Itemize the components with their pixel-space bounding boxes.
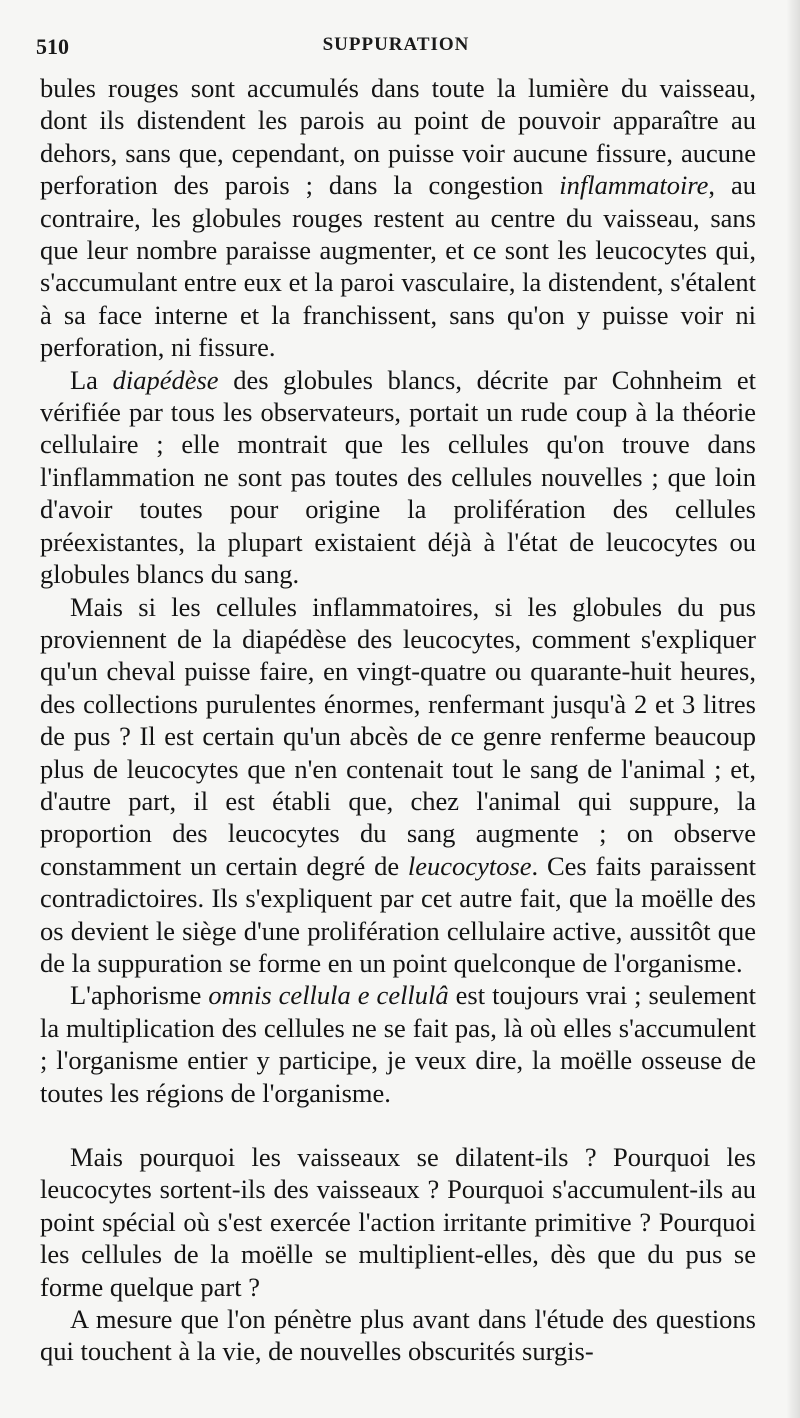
emphasis-omnis-cellula: omnis cellula e cellulâ xyxy=(208,980,449,1011)
page-edge-shadow xyxy=(786,0,800,1418)
paragraph-continuation xyxy=(40,72,756,364)
paragraph-obscurites xyxy=(40,1303,756,1368)
paragraph-leucocytose xyxy=(40,591,756,980)
running-head xyxy=(36,30,756,64)
emphasis-inflammatoire: inflammatoire xyxy=(559,170,709,201)
paragraph-text: . Ces faits paraissent contradictoires. Ils s'expliquent par cet autre fait, que la moëlle des os devient le siège d'une prolifération cellulaire active, aussitôt que de la suppuration se forme en un point quelconque de l'organisme. xyxy=(40,850,756,978)
page-number: 510 xyxy=(36,34,69,59)
paragraph-diapedese xyxy=(40,364,756,591)
paragraph-text: L'aphorisme xyxy=(70,980,209,1011)
paragraph-text: des globules blancs, décrite par Cohnheim et vérifiée par tous les observateurs, portait un rude coup à la théorie cellulaire ; elle montrait que les cellules qu'on trouve dans l'inflammation ne sont pas toutes des cellules nouvelles ; que loin d'avoir toutes pour origine la prolifération des cellules préexistantes, la plupart existaient déjà à l'état de leucocytes ou globules blancs du sang. xyxy=(40,364,756,590)
paragraph-text: est toujours vrai ; seulement la multiplication des cellules ne se fait pas, là où elles s'accumulent ; l'organisme entier y participe, je veux dire, la moëlle osseuse de toutes les régions de l'organisme. xyxy=(40,980,756,1108)
body-text xyxy=(40,72,756,1368)
paragraph-text: Mais pourquoi les vaisseaux se dilatent-ils ? Pourquoi les leucocytes sortent-ils des vaisseaux ? Pourquoi s'accumulent-ils au point spécial où s'est exercée l'action irritante primitive ? Pourquoi les cellules de la moëlle se multiplient-elles, dès que du pus se forme quelque part ? xyxy=(40,1142,756,1302)
paragraph-aphorisme xyxy=(40,979,756,1109)
running-head-title: SUPPURATION xyxy=(322,34,470,55)
paragraph-text: La xyxy=(70,364,113,395)
paragraph-text: A mesure que l'on pénètre plus avant dans l'étude des questions qui touchent à la vie, de nouvelles obscurités surgis- xyxy=(40,1304,756,1367)
paragraph-text: bules rouges sont accumulés dans toute la lumière du vaisseau, dont ils distendent les parois au point de pouvoir apparaître au dehors, sans que, cependant, on puisse voir aucune fissure, aucune perforation des parois ; dans la congestion xyxy=(40,73,756,201)
paragraph-text: , au contraire, les globules rouges restent au centre du vaisseau, sans que leur nombre paraisse augmenter, et ce sont les leucocytes qui, s'accumulant entre eux et la paroi vasculaire, la distendent, s'étalent à sa face interne et la franchissent, sans qu'on y puisse voir ni perforation, ni fissure. xyxy=(40,170,756,363)
paragraph-questions xyxy=(40,1141,756,1303)
emphasis-leucocytose: leucocytose xyxy=(407,850,532,881)
paragraph-text: Mais si les cellules inflammatoires, si les globules du pus proviennent de la diapédèse des leucocytes, comment s'expliquer qu'un cheval puisse faire, en vingt-quatre ou quarante-huit heures, des collections purulentes énormes, renfermant jusqu'à 2 et 3 litres de pus ? Il est certain qu'un abcès de ce genre renferme beaucoup plus de leucocytes que n'en contenait tout le sang de l'animal ; et, d'autre part, il est établi que, chez l'animal qui suppure, la proportion des leucocytes du sang augmente ; on observe constamment un certain degré de xyxy=(40,591,756,881)
emphasis-diapedese: diapédèse xyxy=(112,364,219,395)
